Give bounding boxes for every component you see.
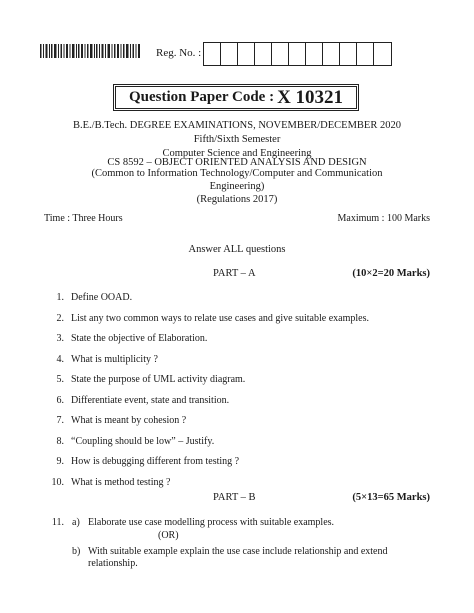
question-paper-code-label: Question Paper Code : bbox=[128, 89, 275, 105]
question-11b-continued: relationship. bbox=[88, 558, 138, 569]
reg-no-digit-box[interactable] bbox=[204, 43, 221, 65]
question-number: 11. bbox=[51, 517, 64, 528]
question-number: 4. bbox=[56, 353, 64, 365]
exam-semester-line: Fifth/Sixth Semester bbox=[193, 134, 281, 145]
question-item bbox=[44, 415, 186, 426]
exam-duration: Time : Three Hours bbox=[44, 213, 123, 224]
reg-no-digit-box[interactable] bbox=[238, 43, 255, 65]
question-11b bbox=[72, 546, 388, 557]
question-paper-code: X 10321 bbox=[277, 86, 344, 108]
question-number: 1. bbox=[56, 292, 64, 303]
question-text: Differentiate event, state and transition. bbox=[71, 394, 230, 406]
reg-no-digit-box[interactable] bbox=[357, 43, 374, 65]
reg-no-label: Reg. No. : bbox=[156, 47, 202, 59]
question-item bbox=[44, 313, 369, 324]
question-item bbox=[44, 333, 207, 344]
question-paper-code-box bbox=[113, 84, 359, 111]
question-text: How is debugging different from testing ? bbox=[71, 456, 240, 467]
exam-common-line: (Common to Information Technology/Computer and Communication bbox=[91, 168, 383, 179]
reg-no-digit-box[interactable] bbox=[255, 43, 272, 65]
question-item bbox=[44, 395, 229, 406]
question-text: “Coupling should be low” – Justify. bbox=[71, 435, 215, 447]
question-number: 6. bbox=[56, 394, 64, 406]
or-separator: (OR) bbox=[158, 530, 179, 541]
question-text: What is meant by cohesion ? bbox=[71, 415, 187, 426]
question-text: What is method testing ? bbox=[71, 476, 171, 488]
question-number: 5. bbox=[56, 374, 64, 385]
question-text: With suitable example explain the use case include relationship and extend bbox=[88, 546, 388, 557]
part-b-title: PART – B bbox=[213, 492, 256, 503]
option-label: a) bbox=[72, 517, 80, 528]
question-item bbox=[44, 456, 239, 467]
question-item bbox=[44, 374, 245, 385]
reg-no-digit-box[interactable] bbox=[340, 43, 357, 65]
question-number: 7. bbox=[56, 415, 64, 426]
exam-regulation-line: (Regulations 2017) bbox=[196, 194, 278, 205]
question-text: What is multiplicity ? bbox=[71, 353, 158, 365]
reg-no-digit-box[interactable] bbox=[306, 43, 323, 65]
question-number: 9. bbox=[56, 456, 64, 467]
question-text: Define OOAD. bbox=[71, 292, 133, 303]
question-number: 3. bbox=[56, 333, 64, 344]
question-item bbox=[44, 354, 158, 365]
part-a-marks: (10×2=20 Marks) bbox=[352, 268, 430, 279]
exam-subject-line: CS 8592 – OBJECT ORIENTED ANALYSIS AND DESIGN bbox=[107, 157, 367, 168]
exam-common-line-2: Engineering) bbox=[209, 181, 265, 192]
reg-no-digit-box[interactable] bbox=[221, 43, 238, 65]
question-text: List any two common ways to relate use cases and give suitable examples. bbox=[71, 312, 369, 324]
question-number: 2. bbox=[56, 312, 64, 324]
part-a-title: PART – A bbox=[213, 268, 256, 279]
reg-no-digit-box[interactable] bbox=[289, 43, 306, 65]
question-number: 10. bbox=[51, 476, 64, 488]
reg-no-boxes[interactable] bbox=[203, 42, 392, 66]
exam-branch-line: Computer Science and Engineering bbox=[162, 148, 312, 159]
question-item bbox=[44, 436, 214, 447]
question-number: 8. bbox=[56, 435, 64, 447]
answer-instruction: Answer ALL questions bbox=[188, 244, 286, 255]
option-label: b) bbox=[72, 546, 81, 557]
reg-no-digit-box[interactable] bbox=[272, 43, 289, 65]
reg-no-digit-box[interactable] bbox=[323, 43, 340, 65]
question-text: Elaborate use case modelling process with suitable examples. bbox=[88, 517, 335, 528]
exam-degree-line: B.E./B.Tech. DEGREE EXAMINATIONS, NOVEMBER/DECEMBER 2020 bbox=[73, 120, 401, 131]
question-item bbox=[44, 292, 132, 303]
question-11 bbox=[44, 517, 334, 528]
question-text: State the objective of Elaboration. bbox=[71, 333, 208, 344]
reg-no-digit-box[interactable] bbox=[374, 43, 391, 65]
question-text: State the purpose of UML activity diagram. bbox=[71, 374, 246, 385]
question-item bbox=[44, 477, 170, 488]
barcode-image bbox=[40, 44, 140, 58]
exam-max-marks: Maximum : 100 Marks bbox=[337, 213, 430, 224]
part-b-marks: (5×13=65 Marks) bbox=[352, 492, 430, 503]
